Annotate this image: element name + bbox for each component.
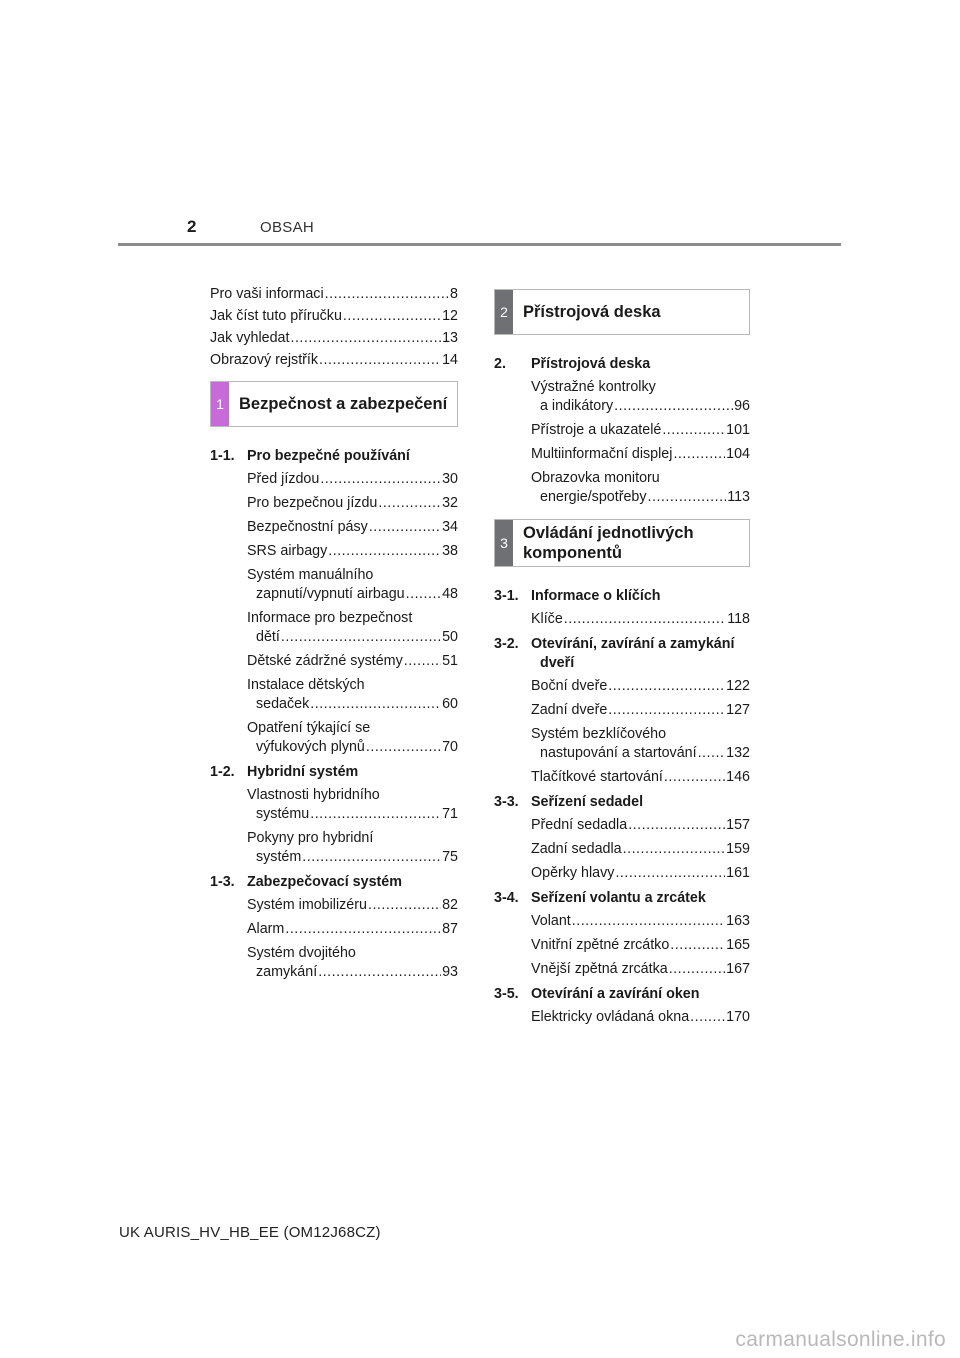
toc-entry-title: Systém imobilizéru [247,897,367,913]
toc-entry-title: Dětské zádržné systémy [247,653,403,669]
toc-entry-title: Vnitřní zpětné zrcátko [531,937,670,953]
toc-entry-line [247,628,458,647]
toc-entry[interactable] [531,469,750,507]
dot-leader [623,840,726,859]
toc-entry-title: Zadní sedadla [531,841,622,857]
toc-entry-page: 32 [442,495,458,511]
toc-entry-page: 161 [726,865,750,881]
toc-entry-line [531,1008,750,1027]
dot-leader [608,701,725,720]
section-number: 3-4. [494,890,519,906]
toc-entry-title: Systém bezklíčového [531,726,667,742]
toc-entry-title: nastupování a startování [540,745,697,761]
toc-right-column [494,289,750,1032]
toc-entry-title: Bezpečnostní pásy [247,519,368,535]
section-heading[interactable] [494,355,750,374]
section-title-wrap [531,985,750,1004]
watermark: carmanualsonline.info [735,1328,946,1351]
toc-entry-title: Jak vyhledat [210,330,290,346]
toc-entry-title: systému [256,806,310,822]
chapter-3-sections [494,587,750,1027]
toc-entry-line [247,585,458,604]
toc-entry-page: 104 [726,446,750,462]
toc-entry[interactable] [247,920,458,939]
toc-entry-title: Přední sedadla [531,817,628,833]
toc-entry-line [247,695,458,714]
toc-entry[interactable] [247,542,458,561]
toc-entry-page: 118 [727,611,750,627]
chapter-1-sections [210,447,458,982]
toc-entry-line [247,738,458,757]
dot-leader [698,744,726,763]
toc-entry-page: 8 [450,286,458,302]
toc-entry-page: 48 [442,586,458,602]
toc-entry-title: zamykání [256,964,318,980]
toc-entry[interactable] [531,421,750,440]
toc-entry-page: 50 [442,629,458,645]
toc-entry-title: Tlačítkové startování [531,769,663,785]
toc-entry[interactable] [531,725,750,763]
toc-entry-line [531,840,750,859]
toc-entry-line [247,920,458,939]
toc-entry[interactable] [531,677,750,696]
section-number: 3-1. [494,588,519,604]
toc-entry-line [531,445,750,464]
toc-entry-line [247,848,458,867]
toc-entry-page: 60 [442,696,458,712]
toc-entry-page: 70 [442,739,458,755]
toc-entry-line [531,768,750,787]
toc-entry[interactable] [247,719,458,757]
toc-entry-page: 146 [726,769,750,785]
chapter-2-tab: 2 [495,290,513,334]
toc-entry[interactable] [531,960,750,979]
dot-leader [406,585,441,604]
toc-entry-page: 167 [726,961,750,977]
toc-entry[interactable] [531,840,750,859]
section-heading[interactable] [494,793,750,812]
section-number: 3-5. [494,986,519,1002]
toc-entry[interactable] [531,864,750,883]
toc-entry[interactable] [531,1008,750,1027]
toc-entry[interactable] [247,470,458,489]
chapter-3-title-line1: Ovládání jednotlivých [523,524,694,542]
dot-leader [320,470,441,489]
chapter-3-title [513,520,749,566]
toc-entry-page: 159 [726,841,750,857]
dot-leader [670,936,725,955]
chapter-1-title: Bezpečnost a zabezpečení [239,395,448,413]
dot-leader [404,652,441,671]
toc-entry-page: 71 [442,806,458,822]
toc-entry-title: Systém dvojitého [247,945,356,961]
toc-entry-line [531,488,750,507]
dot-leader [302,848,441,867]
toc-entry-title: energie/spotřeby [540,489,647,505]
toc-entry-title: Obrazový rejstřík [210,352,319,368]
dot-leader [608,677,725,696]
section-title-wrap [531,793,750,812]
toc-entry-title: Volant [531,913,571,929]
dot-leader [369,518,441,537]
toc-entry-title: Před jízdou [247,471,320,487]
section-title-wrap [531,587,750,606]
toc-entry[interactable] [210,286,458,303]
section-number: 2. [494,356,506,372]
toc-entry-page: 82 [442,897,458,913]
dot-leader [690,1008,725,1027]
dot-leader [564,610,726,629]
toc-entry-line [531,677,750,696]
toc-entry-title: Výstražné kontrolky [531,379,656,395]
dot-leader [662,421,725,440]
section-title: Hybridní systém [247,764,359,780]
toc-entry-page: 163 [726,913,750,929]
dot-leader [572,912,725,931]
toc-entry-page: 34 [442,519,458,535]
section-number: 1-1. [210,448,235,464]
toc-entry-title: Boční dveře [531,678,608,694]
section-title-wrap [247,447,458,466]
toc-entry-line [247,518,458,537]
section-title-wrap [531,635,750,673]
section-title: Seřízení sedadel [531,794,644,810]
dot-leader [319,352,441,369]
toc-entry[interactable] [247,829,458,867]
toc-entry[interactable] [531,701,750,720]
chapter-2-sections [494,355,750,507]
toc-entry-line [531,936,750,955]
toc-entry-page: 14 [442,352,458,368]
header-divider [118,243,841,246]
dot-leader [366,738,441,757]
toc-entry-title: Informace pro bezpečnost [247,610,413,626]
toc-entry-title: Multiinformační displej [531,446,673,462]
toc-entry-line [531,610,750,629]
toc-entry-title: a indikátory [540,398,614,414]
toc-entry[interactable] [247,518,458,537]
dot-leader [310,805,441,824]
toc-entry[interactable] [247,676,458,714]
dot-leader [281,628,441,647]
toc-entry-page: 12 [442,308,458,324]
section-heading[interactable] [494,635,750,673]
toc-entry-page: 101 [726,422,750,438]
toc-entry-line [531,960,750,979]
toc-entry-title: dětí [256,629,280,645]
toc-entry-page: 96 [734,398,750,414]
dot-leader [648,488,727,507]
section-title: Přístrojová deska [531,356,651,372]
toc-entry-title: Elektricky ovládaná okna [531,1009,690,1025]
toc-left-column [210,286,458,987]
section-title: Otevírání a zavírání oken [531,986,700,1002]
toc-entry-page: 87 [442,921,458,937]
toc-entry-title: Zadní dveře [531,702,608,718]
toc-entry[interactable] [247,609,458,647]
chapter-3-tab: 3 [495,520,513,566]
section-heading[interactable] [494,889,750,908]
toc-entry-title: SRS airbagy [247,543,328,559]
intro-list [210,286,458,369]
toc-entry-title: systém [256,849,302,865]
toc-entry[interactable] [247,494,458,513]
toc-entry-line [531,701,750,720]
dot-leader [664,768,725,787]
toc-entry-page: 38 [442,543,458,559]
toc-entry-page: 51 [442,653,458,669]
section-title-continued: dveří [540,655,575,671]
dot-leader [368,896,441,915]
toc-entry[interactable] [531,912,750,931]
toc-entry[interactable] [247,896,458,915]
toc-entry-title: Systém manuálního [247,567,374,583]
section-title: Informace o klíčích [531,588,661,604]
section-heading[interactable] [210,763,458,782]
section-title: Zabezpečovací systém [247,874,402,890]
toc-entry[interactable] [531,445,750,464]
toc-entry-page: 165 [726,937,750,953]
toc-entry-page: 75 [442,849,458,865]
toc-entry-title: Vlastnosti hybridního [247,787,380,803]
dot-leader [343,308,441,325]
toc-entry-line [531,912,750,931]
section-title-wrap [531,889,750,908]
toc-entry[interactable] [210,308,458,325]
toc-entry-title: zapnutí/vypnutí airbagu [256,586,405,602]
toc-entry-page: 13 [442,330,458,346]
toc-entry-title: Obrazovka monitoru [531,470,660,486]
toc-entry[interactable] [531,378,750,416]
chapter-1-header[interactable] [210,381,458,427]
toc-entry[interactable] [210,352,458,369]
section-title-wrap [247,763,458,782]
toc-entry-title: Vnější zpětná zrcátka [531,961,668,977]
dot-leader [628,816,725,835]
section-heading[interactable] [494,985,750,1004]
toc-entry-line [531,421,750,440]
section-title-wrap [247,873,458,892]
toc-entry-page: 30 [442,471,458,487]
toc-entry-page: 122 [726,678,750,694]
toc-entry-page: 113 [727,489,750,505]
toc-entry-title: Opatření týkající se [247,720,371,736]
section-number: 1-2. [210,764,235,780]
toc-entry-line [247,963,458,982]
dot-leader [614,397,733,416]
toc-entry[interactable] [531,610,750,629]
footer-code: UK AURIS_HV_HB_EE (OM12J68CZ) [119,1224,381,1241]
toc-entry-line [247,805,458,824]
toc-entry[interactable] [247,944,458,982]
toc-entry-title: Alarm [247,921,285,937]
toc-entry-line [247,470,458,489]
toc-entry[interactable] [531,768,750,787]
toc-entry-line [247,494,458,513]
toc-entry-title: sedaček [256,696,310,712]
toc-entry[interactable] [531,936,750,955]
toc-entry-title: Přístroje a ukazatelé [531,422,662,438]
toc-entry[interactable] [247,652,458,671]
toc-entry[interactable] [531,816,750,835]
dot-leader [673,445,725,464]
section-heading[interactable] [210,447,458,466]
dot-leader [615,864,725,883]
chapter-1-tab: 1 [211,382,229,426]
toc-entry-line [247,652,458,671]
section-number: 3-2. [494,636,519,652]
section-number: 3-3. [494,794,519,810]
toc-entry-line [247,896,458,915]
dot-leader [328,542,441,561]
toc-entry-line [247,542,458,561]
section-title: Otevírání, zavírání a zamykání [531,636,735,652]
page-title: OBSAH [260,219,315,236]
chapter-3-header[interactable] [494,519,750,567]
dot-leader [285,920,441,939]
toc-entry[interactable] [247,566,458,604]
toc-entry-page: 93 [442,964,458,980]
toc-entry-title: Klíče [531,611,563,627]
toc-entry-page: 157 [726,817,750,833]
section-heading[interactable] [494,587,750,606]
dot-leader [325,286,449,303]
dot-leader [310,695,441,714]
toc-entry-title: Instalace dětských [247,677,365,693]
dot-leader [669,960,725,979]
toc-entry-title: Pro bezpečnou jízdu [247,495,378,511]
dot-leader [290,330,441,347]
chapter-2-header[interactable] [494,289,750,335]
section-title: Pro bezpečné používání [247,448,410,464]
toc-entry-title: Opěrky hlavy [531,865,615,881]
toc-entry-title: Pro vaši informaci [210,286,324,302]
chapter-3-title-line2: komponentů [523,544,622,562]
toc-entry-title: Jak číst tuto příručku [210,308,342,324]
toc-entry-page: 132 [726,745,750,761]
toc-entry-line [531,864,750,883]
section-title: Seřízení volantu a zrcátek [531,890,706,906]
dot-leader [378,494,441,513]
toc-entry-page: 170 [726,1009,750,1025]
chapter-2-title: Přístrojová deska [523,303,661,321]
dot-leader [318,963,441,982]
toc-entry-line [531,744,750,763]
toc-entry[interactable] [210,330,458,347]
section-title-wrap [531,355,750,374]
toc-entry-page: 127 [726,702,750,718]
toc-entry-line [531,816,750,835]
page-number: 2 [187,217,197,236]
toc-entry-title: Pokyny pro hybridní [247,830,374,846]
toc-entry-title: výfukových plynů [256,739,365,755]
section-heading[interactable] [210,873,458,892]
toc-entry-line [531,397,750,416]
section-number: 1-3. [210,874,235,890]
toc-entry[interactable] [247,786,458,824]
